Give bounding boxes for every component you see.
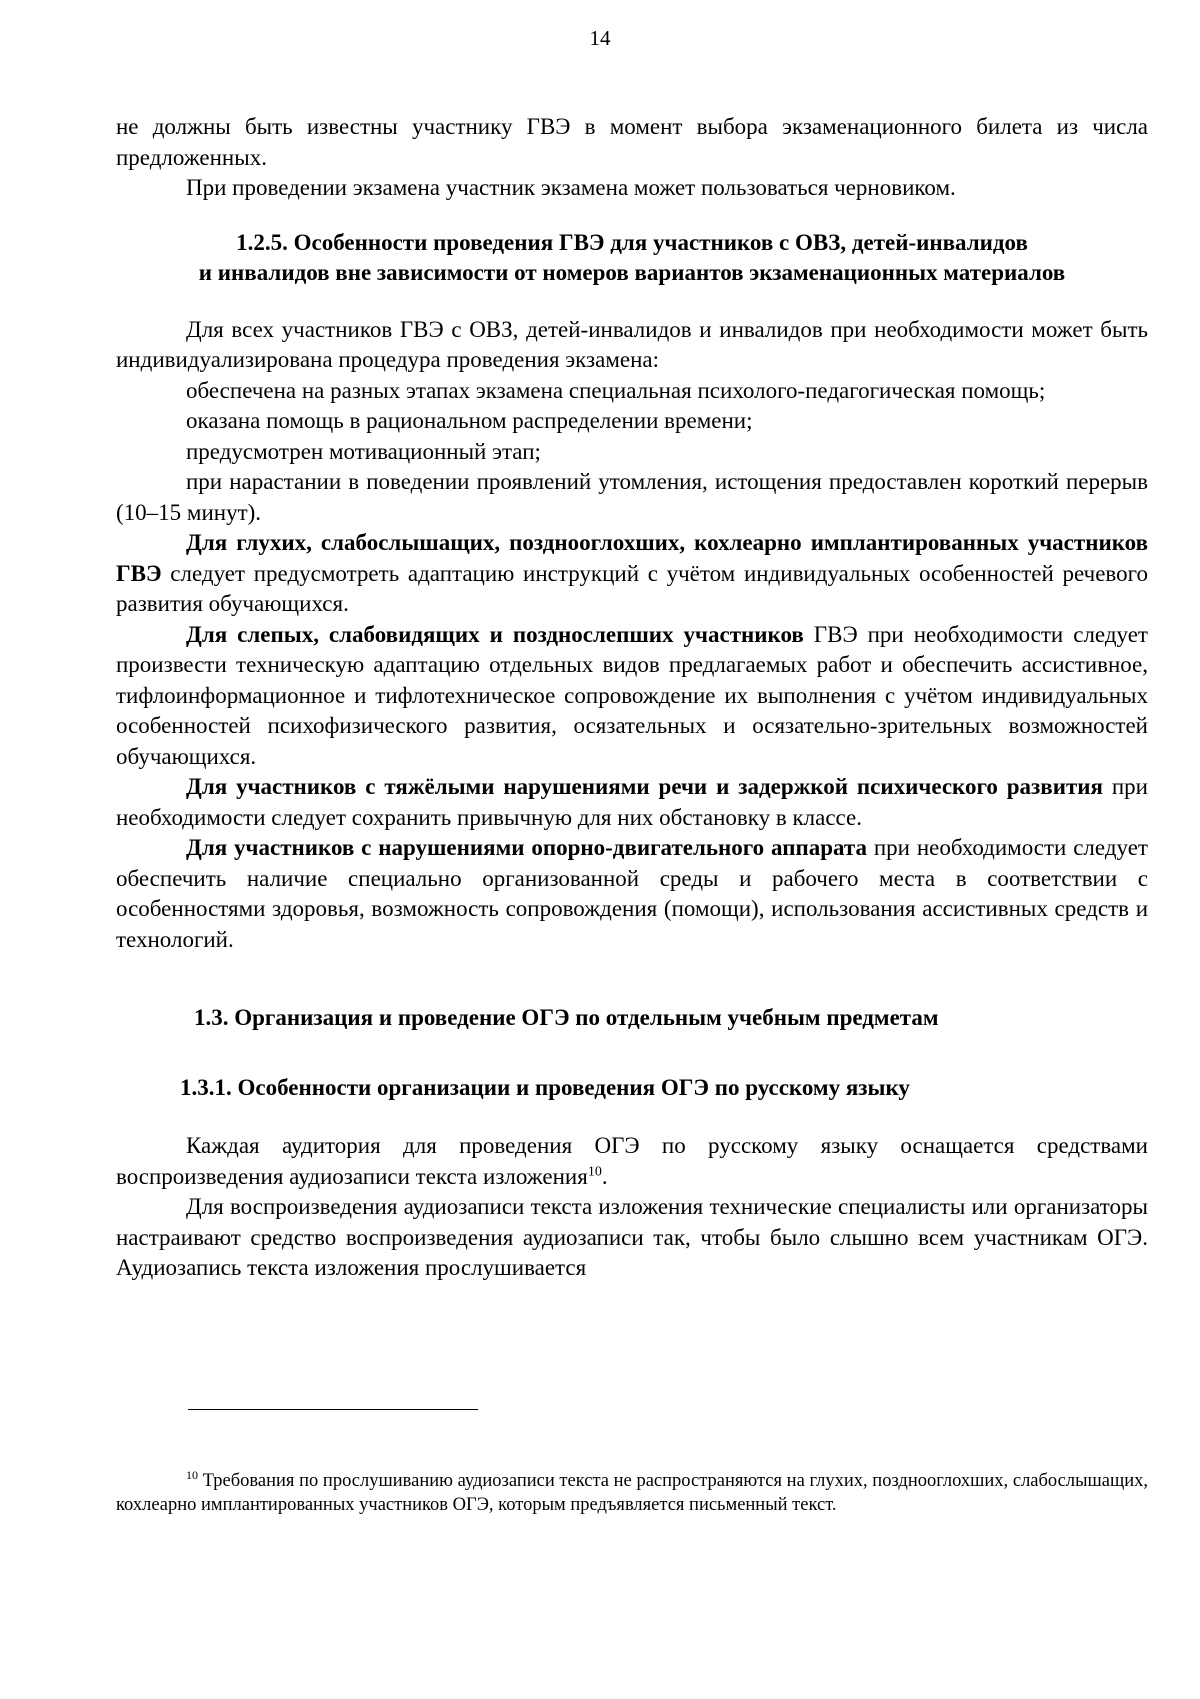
paragraph-text: при необходимости следует обеспечить наличие специально организованной среды и рабочего места в соответствии с особенностями здоровья, возможность сопровождения (помощи), использования ассистивных средств и технологий. xyxy=(116,835,1148,952)
page-content xyxy=(116,112,1148,1284)
paragraph-blind xyxy=(116,620,1148,773)
paragraph-speech xyxy=(116,772,1148,833)
section-heading-line: 1.2.5. Особенности проведения ГВЭ для участников с ОВЗ, детей-инвалидов xyxy=(236,229,1028,255)
paragraph-individualized: Для всех участников ГВЭ с ОВЗ, детей-инвалидов и инвалидов при необходимости может быть индивидуализирована процедура проведения экзамена: xyxy=(116,316,1148,372)
paragraph-text-end: . xyxy=(601,1163,608,1189)
bold-lead: Для участников с нарушениями опорно-двигательного аппарата xyxy=(186,835,867,860)
list-item-psych-help: обеспечена на разных этапах экзамена специальная психолого-педагогическая помощь; xyxy=(186,377,1046,403)
bold-lead: Для участников с тяжёлыми нарушениями речи и задержкой психического развития xyxy=(186,774,1103,799)
paragraph-continuation: не должны быть известны участнику ГВЭ в момент выбора экзаменационного билета из числа предложенных. xyxy=(116,114,1148,170)
paragraph-deaf xyxy=(116,528,1148,620)
paragraph-text: при необходимости следует сохранить привычную для них обстановку в классе. xyxy=(116,774,1148,830)
list-item-break: при нарастании в поведении проявлений утомления, истощения предоставлен короткий перерыв (10–15 минут). xyxy=(116,469,1148,525)
paragraph-motor xyxy=(116,833,1148,955)
paragraph-audio-equipment xyxy=(116,1131,1148,1192)
footnote-divider xyxy=(188,1409,478,1410)
paragraph-text: ГВЭ при необходимости следует произвести техническую адаптацию отдельных видов предлагаемых работ и обеспечить ассистивное, тифлоинформационное и тифлотехническое сопровождение их выполнения с учётом индивидуальных особенностей психофизического развития, осязательных и осязательно-зрительных возможностей обучающихся. xyxy=(116,621,1148,769)
paragraph-draft: При проведении экзамена участник экзамена может пользоваться черновиком. xyxy=(186,175,956,200)
paragraph-text: следует предусмотреть адаптацию инструкций с учётом индивидуальных особенностей речевого развития обучающихся. xyxy=(116,560,1148,616)
page-number: 14 xyxy=(589,26,611,50)
paragraph-audio-playback: Для воспроизведения аудиозаписи текста изложения технические специалисты или организаторы настраивают средство воспроизведения аудиозаписи так, чтобы было слышно всем участникам ОГЭ. Аудиозапись текста изложения прослушивается xyxy=(116,1194,1148,1280)
bold-lead: Для глухих, слабослышащих, позднооглохших, кохлеарно имплантированных участников ГВЭ xyxy=(116,530,1148,586)
section-heading-1-2-5 xyxy=(116,228,1148,289)
footnote-reference[interactable]: 10 xyxy=(587,1163,602,1179)
section-heading-1-3-1: 1.3.1. Особенности организации и проведения ОГЭ по русскому языку xyxy=(180,1075,910,1100)
bold-lead: Для слепых, слабовидящих и позднослепших участников xyxy=(186,621,804,647)
section-heading-1-3: 1.3. Организация и проведение ОГЭ по отдельным учебным предметам xyxy=(194,1005,939,1030)
paragraph-text: Каждая аудитория для проведения ОГЭ по русскому языку оснащается средствами воспроизведения аудиозаписи текста изложения xyxy=(116,1133,1148,1189)
footnote-text: Требования по прослушиванию аудиозаписи текста не распространяются на глухих, позднооглохших, слабослышащих, кохлеарно имплантированных участников ОГЭ, которым предъявляется письменный текст. xyxy=(116,1471,1148,1515)
section-heading-line: и инвалидов вне зависимости от номеров вариантов экзаменационных материалов xyxy=(198,260,1066,285)
list-item-time-help: оказана помощь в рациональном распределении времени; xyxy=(186,408,753,433)
footnote-number: 10 xyxy=(186,1467,198,1482)
footnote xyxy=(116,1469,1148,1517)
list-item-motivation: предусмотрен мотивационный этап; xyxy=(186,438,541,464)
